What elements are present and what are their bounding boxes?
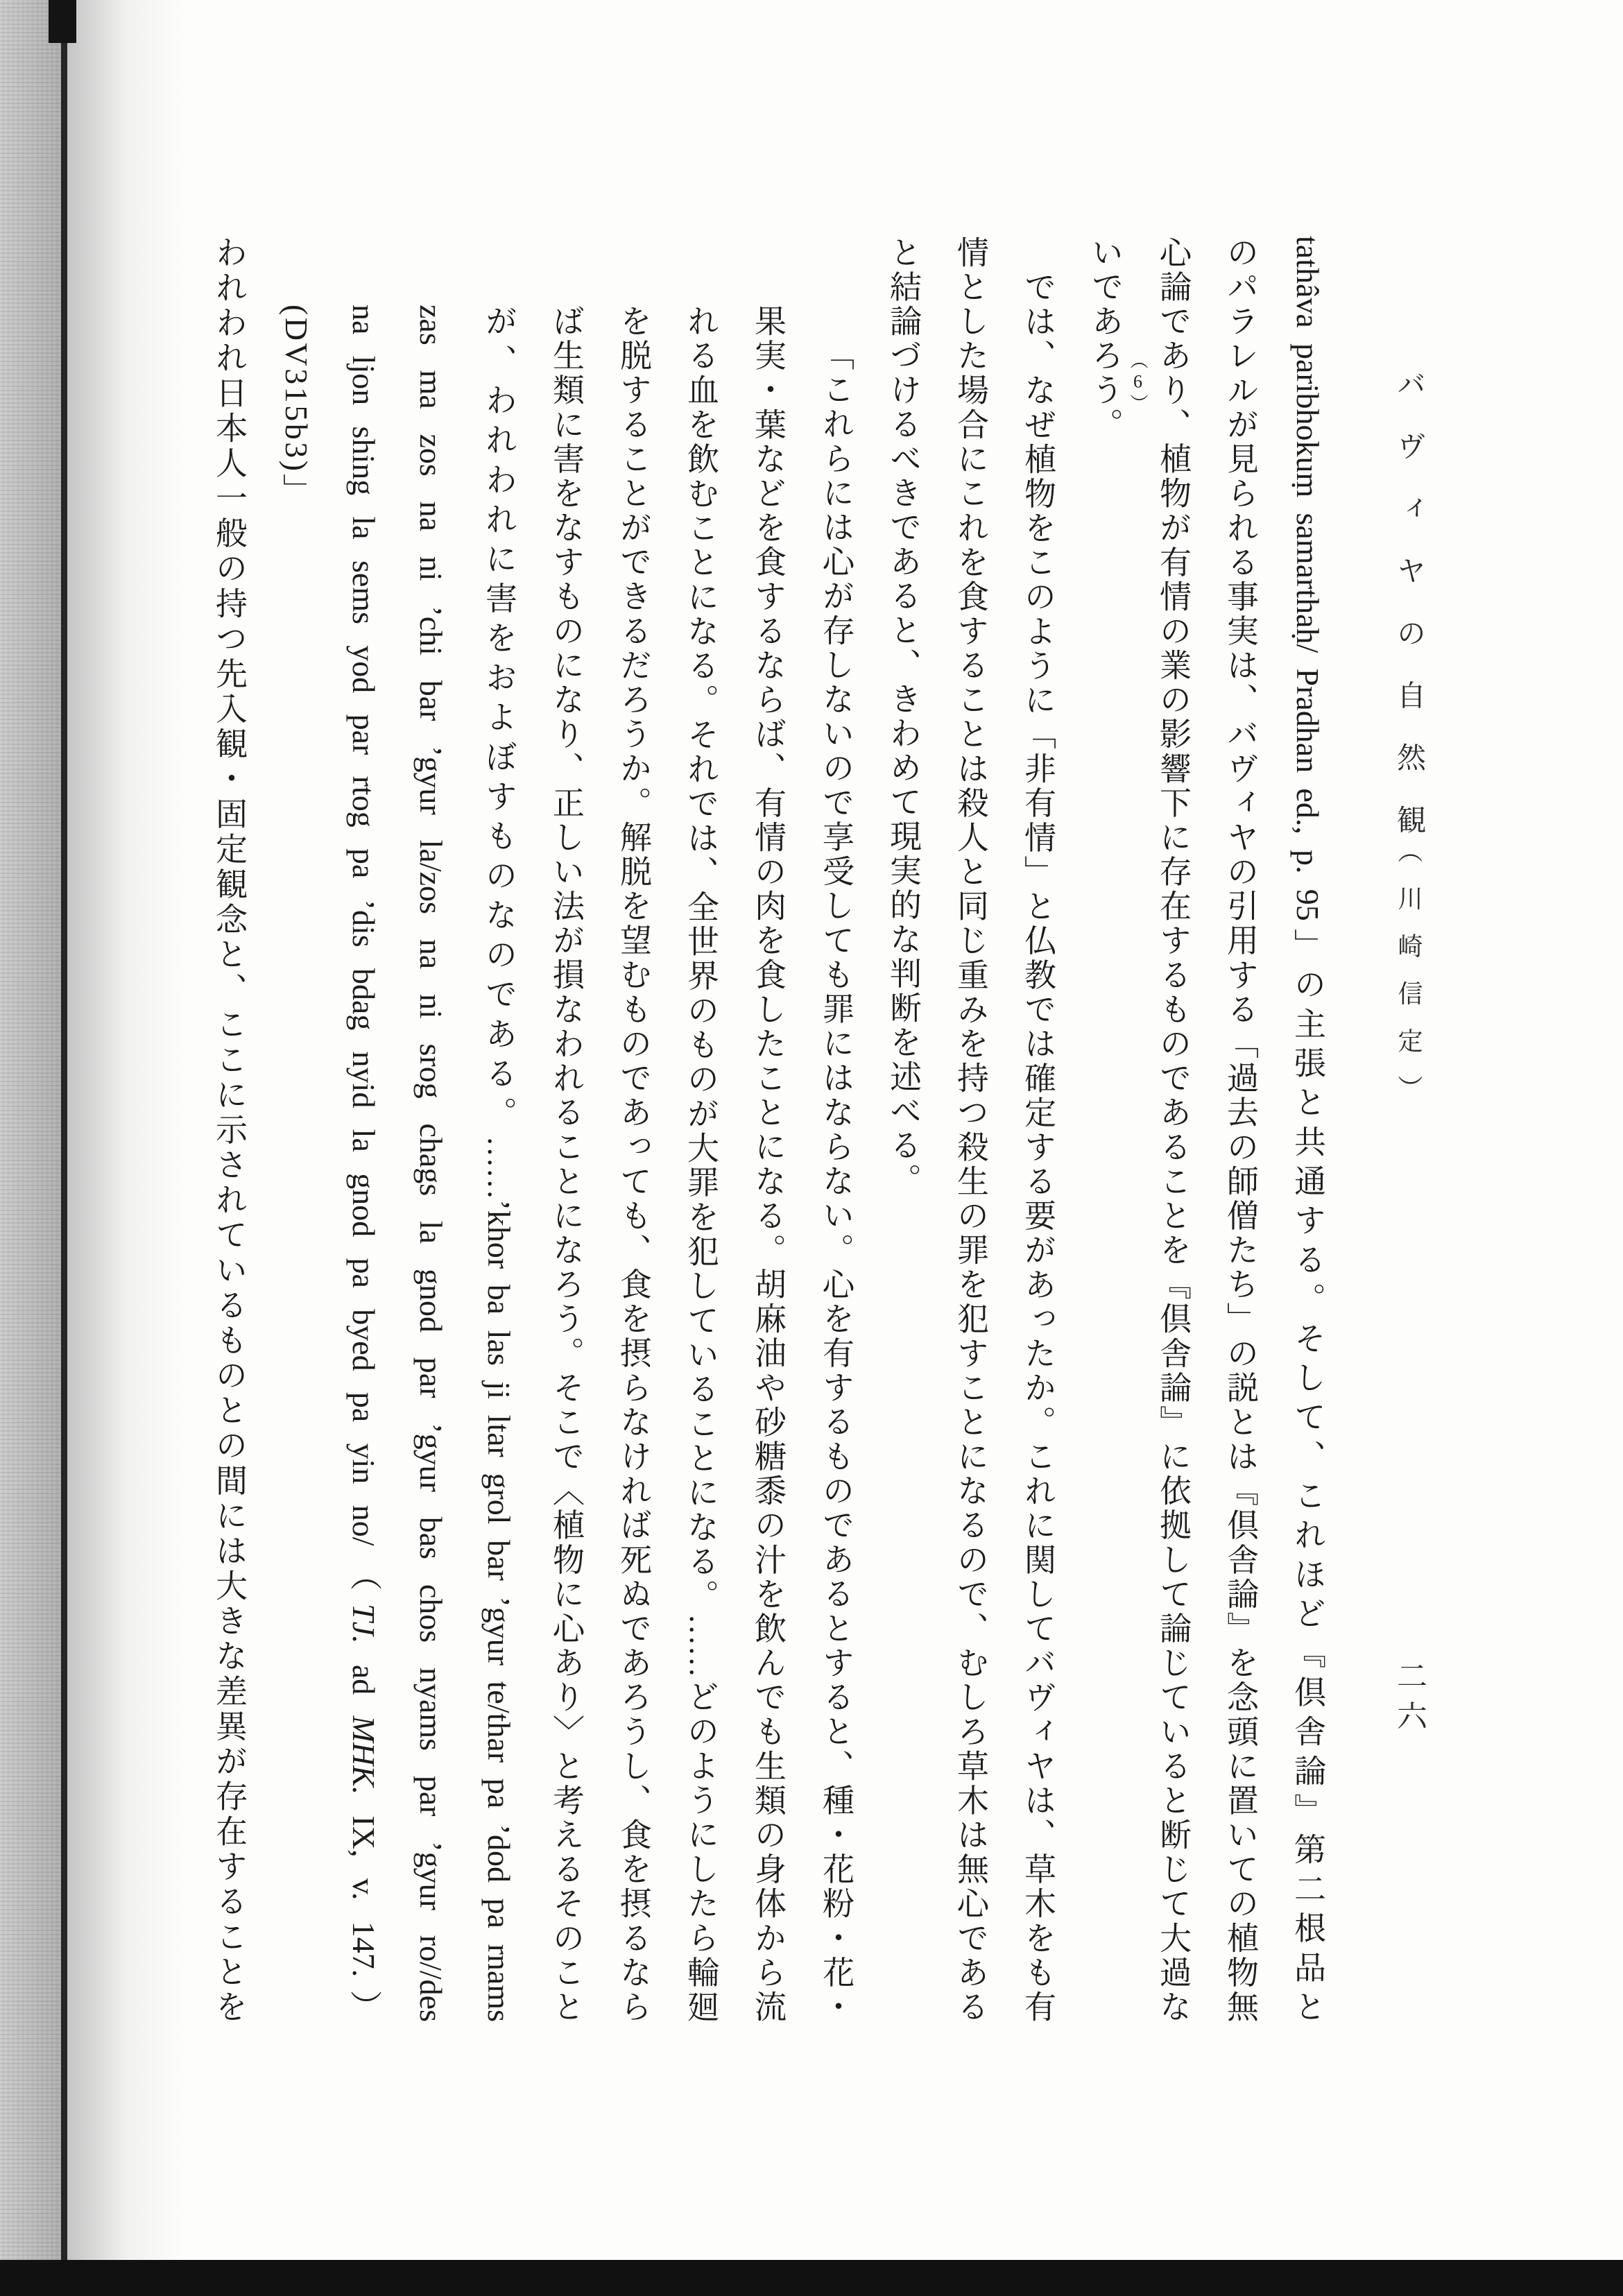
quote-line-9 (275, 305, 317, 508)
line-text: 心論であり、植物が有情の業の影響下に存在するものであることを『倶舎論』に依拠して論じていると断じて大過な (1156, 236, 1191, 2023)
quote-line-8 (343, 305, 384, 2022)
line-text: 情とした場合にこれを食することは殺人と同じ重みを持つ殺生の罪を犯すことになるので、むしろ草木は無心である (953, 236, 988, 2023)
line-text: が、われわれに害をおよぼすものなのである。……’khor ba las ji ltar grol bar ’gyur te/thar pa ’dod pa rnams (481, 305, 517, 2022)
text-line-5 (1017, 271, 1058, 2022)
text-line-7 (882, 236, 924, 1197)
binding-line (61, 0, 67, 2260)
text-line-6 (950, 236, 991, 2022)
text-line-3 (1152, 236, 1194, 2022)
line-text: na ljon shing la sems yod par rtog pa ’dis bdag nyid la gnod pa byed pa yin no/（ (346, 305, 381, 1604)
page-number-text: 二六 (1392, 1660, 1426, 1740)
line-text: IX, v. 147.） (346, 1794, 381, 2022)
scan-shadow-fade (67, 0, 185, 2260)
text-line-8 (208, 236, 250, 2022)
citation-source-mhk: MHK. (346, 1715, 381, 1795)
binding-blot (49, 0, 76, 43)
line-text: のパラレルが見られる事実は、バヴィヤの引用する「過去の師僧たち」の説とは『倶舎論』を念頭に置いての植物無 (1223, 236, 1258, 2022)
quote-line-6 (478, 305, 519, 2022)
running-title (1388, 369, 1429, 834)
scan-shadow-left (0, 0, 64, 2260)
line-text: と結論づけるべきであると、きわめて現実的な判断を述べる。 (886, 236, 921, 1197)
line-text: では、なぜ植物をこのように「非有情」と仏教では確定する要があったか。これに関してバヴィヤは、草木をも有 (1020, 271, 1056, 2022)
quote-line-4 (612, 305, 654, 2022)
line-text: 果実・葉などを食するならば、有情の肉を食したことになる。胡麻油や砂糖黍の汁を飲んでも生類の身体から流 (750, 305, 786, 2022)
quote-line-1 (815, 339, 857, 2022)
line-text: tathâva paribhokuṃ samarthaḥ/ Pradhan ed., p. 95」の主張と共通する。そして、これほど『倶舎論』第二根品と (1290, 236, 1325, 2022)
quote-line-2 (747, 305, 789, 2022)
scan-bottom-edge (0, 2260, 1623, 2296)
line-text: れる血を飲むことになる。それでは、全世界のものが大罪を犯していることになる。……どのようにしたら輪廻 (683, 305, 719, 2022)
quote-line-5 (545, 305, 587, 2022)
line-text: を脱することができるだろうか。解脱を望むものであっても、食を摂らなければ死ぬであろうし、食を摂るなら (616, 305, 651, 2022)
running-author (1388, 838, 1429, 1100)
running-title-text: バヴィヤの自然観 (1393, 369, 1425, 834)
text-line-4 (1084, 236, 1148, 442)
line-text: われわれ日本人一般の持つ先入観・固定観念と、ここに示されているものとの間には大きな差異が存在することを (212, 236, 247, 2022)
quote-line-7 (410, 305, 452, 2022)
line-text: zas ma zos na ni ’chi bar ’gyur la/zos na ni srog chags la gnod par ’gyur bas chos nyams par ’gyur ro//des (413, 305, 449, 2022)
footnote-marker: （6） (1128, 351, 1148, 415)
running-author-text: （川崎信定） (1395, 838, 1423, 1100)
line-text: ad (346, 1643, 381, 1716)
text-line-1 (1287, 236, 1328, 2022)
line-text: (DV315b3)」 (279, 305, 314, 508)
line-text: 「これらには心が存しないので享受しても罪にはならない。心を有するものであるとすると、種・花粉・花・ (818, 339, 854, 2022)
text-line-2 (1219, 236, 1261, 2022)
page-number (1388, 1660, 1429, 1740)
citation-source-tj: TJ. (346, 1604, 381, 1644)
line-text: ば生類に害をなすものになり、正しい法が損なわれることになろう。そこで〈植物に心あり〉と考えるそのこと (549, 305, 584, 2022)
line-text: いであろう。 (1088, 236, 1123, 442)
quote-line-3 (680, 305, 721, 2022)
